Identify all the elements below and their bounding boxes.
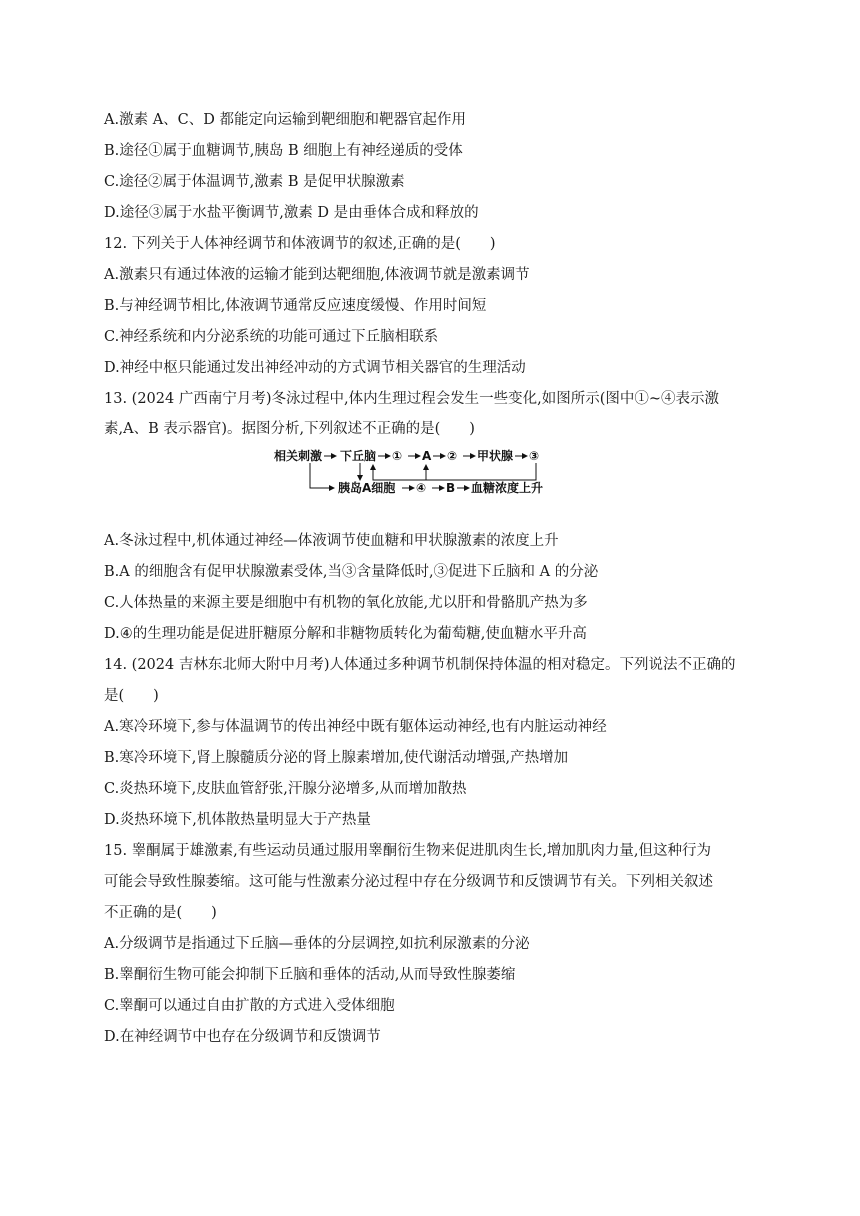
q11-option-a: A.激素 A、C、D 都能定向运输到靶细胞和靶器官起作用 bbox=[104, 112, 466, 128]
q15-option-b: B.睾酮衍生物可能会抑制下丘脑和垂体的活动,从而导致性腺萎缩 bbox=[104, 967, 516, 983]
q14-stem-line1: 14. (2024 吉林东北师大附中月考)人体通过多种调节机制保持体温的相对稳定。下列说法不正确的 bbox=[104, 657, 736, 673]
q15-stem-line1: 15. 睾酮属于雄激素,有些运动员通过服用睾酮衍生物来促进肌肉生长,增加肌肉力量,但这种行为 bbox=[104, 843, 711, 859]
diagram-hypothalamus: 下丘脑 bbox=[340, 449, 377, 463]
q13-option-b: B.A 的细胞含有促甲状腺激素受体,当③含量降低时,③促进下丘脑和 A 的分泌 bbox=[104, 564, 599, 580]
q15-stem-line3: 不正确的是( ) bbox=[104, 905, 217, 921]
q12-option-c: C.神经系统和内分泌系统的功能可通过下丘脑相联系 bbox=[104, 329, 439, 345]
q14-option-b: B.寒冷环境下,肾上腺髓质分泌的肾上腺素增加,使代谢活动增强,产热增加 bbox=[104, 750, 569, 766]
diagram-organ-b: B bbox=[446, 481, 456, 495]
q12-option-b: B.与神经调节相比,体液调节通常反应速度缓慢、作用时间短 bbox=[104, 298, 487, 314]
q11-option-b: B.途径①属于血糖调节,胰岛 B 细胞上有神经递质的受体 bbox=[104, 143, 463, 159]
q11-option-c: C.途径②属于体温调节,激素 B 是促甲状腺激素 bbox=[104, 174, 405, 190]
q12-stem: 12. 下列关于人体神经调节和体液调节的叙述,正确的是( ) bbox=[104, 236, 496, 252]
q14-option-d: D.炎热环境下,机体散热量明显大于产热量 bbox=[104, 812, 371, 828]
q13-option-d: D.④的生理功能是促进肝糖原分解和非糖物质转化为葡萄糖,使血糖水平升高 bbox=[104, 626, 587, 642]
q15-option-a: A.分级调节是指通过下丘脑—垂体的分层调控,如抗利尿激素的分泌 bbox=[104, 936, 530, 952]
q15-option-d: D.在神经调节中也存在分级调节和反馈调节 bbox=[104, 1029, 381, 1045]
q11-option-d: D.途径③属于水盐平衡调节,激素 D 是由垂体合成和释放的 bbox=[104, 205, 479, 221]
q13-option-a: A.冬泳过程中,机体通过神经—体液调节使血糖和甲状腺激素的浓度上升 bbox=[104, 533, 559, 549]
diagram-hormone-3: ③ bbox=[529, 449, 540, 463]
diagram-thyroid: 甲状腺 bbox=[477, 449, 514, 463]
diagram-result: 血糖浓度上升 bbox=[471, 481, 544, 495]
q14-option-a: A.寒冷环境下,参与体温调节的传出神经中既有躯体运动神经,也有内脏运动神经 bbox=[104, 719, 607, 735]
q13-stem-line1: 13. (2024 广西南宁月考)冬泳过程中,体内生理过程会发生一些变化,如图所示(图中①~④表示激 bbox=[104, 391, 720, 407]
q13-stem-line2: 素,A、B 表示器官)。据图分析,下列叙述不正确的是( ) bbox=[104, 421, 475, 437]
q14-option-c: C.炎热环境下,皮肤血管舒张,汗腺分泌增多,从而增加散热 bbox=[104, 781, 467, 797]
q13-option-c: C.人体热量的来源主要是细胞中有机物的氧化放能,尤以肝和骨骼肌产热为多 bbox=[104, 595, 588, 611]
diagram-organ-a: A bbox=[422, 449, 432, 463]
regulation-flow-diagram bbox=[270, 448, 610, 496]
diagram-hormone-2: ② bbox=[447, 449, 458, 463]
q14-stem-line2: 是( ) bbox=[104, 688, 159, 704]
q12-option-d: D.神经中枢只能通过发出神经冲动的方式调节相关器官的生理活动 bbox=[104, 360, 526, 376]
diagram-hormone-1: ① bbox=[392, 449, 403, 463]
diagram-hormone-4: ④ bbox=[416, 481, 427, 495]
diagram-islet-a-cell: 胰岛A细胞 bbox=[338, 481, 396, 495]
diagram-stimulus: 相关刺激 bbox=[274, 449, 323, 463]
q15-stem-line2: 可能会导致性腺萎缩。这可能与性激素分泌过程中存在分级调节和反馈调节有关。下列相关叙述 bbox=[104, 874, 713, 890]
q15-option-c: C.睾酮可以通过自由扩散的方式进入受体细胞 bbox=[104, 998, 395, 1014]
q12-option-a: A.激素只有通过体液的运输才能到达靶细胞,体液调节就是激素调节 bbox=[104, 267, 530, 283]
